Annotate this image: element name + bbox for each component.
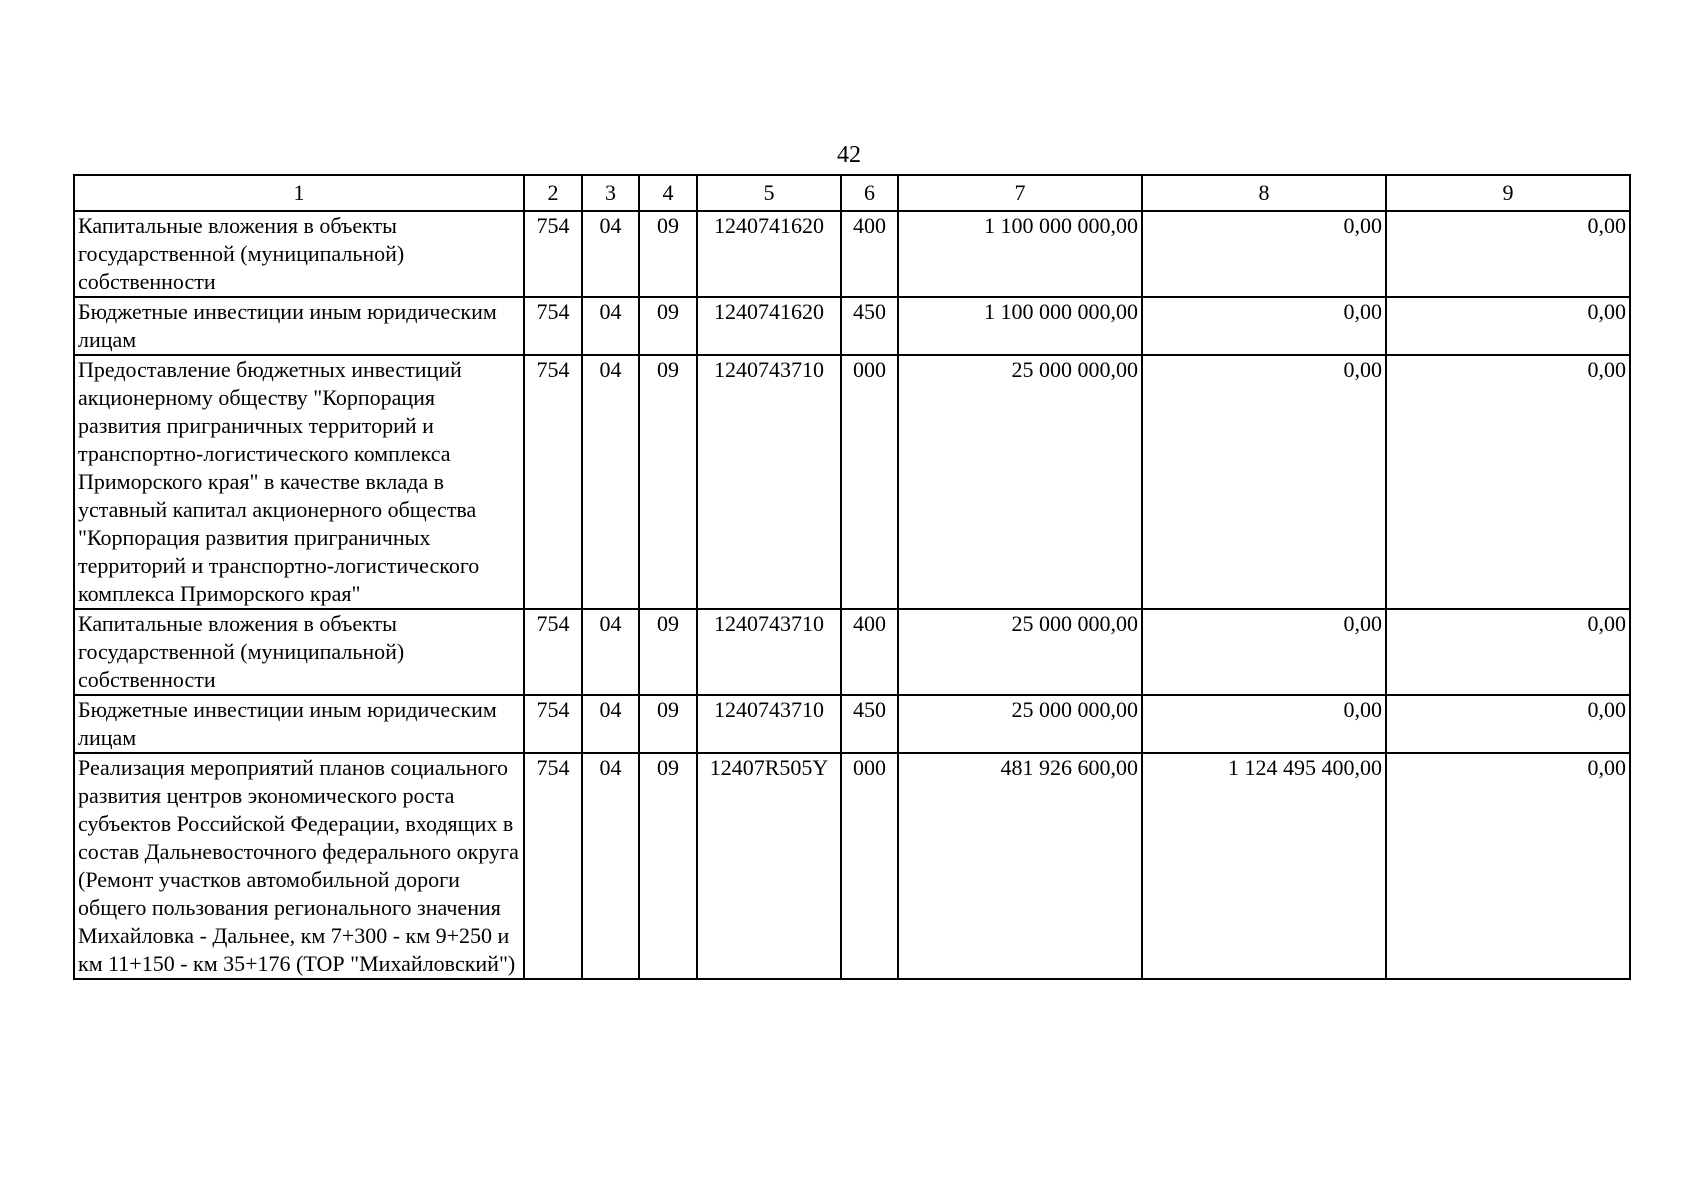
row-target-article: 1240743710 [697, 355, 841, 609]
table-row [74, 211, 1630, 297]
row-name: Бюджетные инвестиции иным юридическим лицам [74, 695, 524, 753]
row-amount-col9: 0,00 [1386, 695, 1630, 753]
table-header [74, 175, 1630, 211]
row-section-code: 04 [582, 355, 639, 609]
row-expense-type: 400 [841, 211, 898, 297]
header-col-4: 4 [639, 175, 697, 211]
header-col-8: 8 [1142, 175, 1386, 211]
row-ministry-code: 754 [524, 355, 582, 609]
header-col-5: 5 [697, 175, 841, 211]
row-subsection-code: 09 [639, 695, 697, 753]
row-name: Капитальные вложения в объекты государственной (муниципальной) собственности [74, 609, 524, 695]
row-section-code: 04 [582, 609, 639, 695]
row-subsection-code: 09 [639, 609, 697, 695]
row-ministry-code: 754 [524, 753, 582, 979]
header-row [74, 175, 1630, 211]
row-target-article: 1240743710 [697, 609, 841, 695]
header-col-1: 1 [74, 175, 524, 211]
row-amount-col9: 0,00 [1386, 355, 1630, 609]
row-ministry-code: 754 [524, 297, 582, 355]
row-subsection-code: 09 [639, 297, 697, 355]
row-amount-col8: 0,00 [1142, 609, 1386, 695]
row-section-code: 04 [582, 695, 639, 753]
table-row [74, 355, 1630, 609]
row-target-article: 1240743710 [697, 695, 841, 753]
row-ministry-code: 754 [524, 695, 582, 753]
row-amount-col7: 25 000 000,00 [898, 355, 1142, 609]
row-amount-col8: 0,00 [1142, 355, 1386, 609]
page-number [0, 141, 1698, 169]
table-body [74, 211, 1630, 979]
row-amount-col7: 25 000 000,00 [898, 609, 1142, 695]
header-col-9: 9 [1386, 175, 1630, 211]
row-amount-col8: 1 124 495 400,00 [1142, 753, 1386, 979]
row-subsection-code: 09 [639, 753, 697, 979]
row-name: Капитальные вложения в объекты государственной (муниципальной) собственности [74, 211, 524, 297]
row-amount-col7: 1 100 000 000,00 [898, 297, 1142, 355]
row-amount-col7: 481 926 600,00 [898, 753, 1142, 979]
row-ministry-code: 754 [524, 211, 582, 297]
header-col-6: 6 [841, 175, 898, 211]
row-amount-col9: 0,00 [1386, 753, 1630, 979]
row-amount-col7: 1 100 000 000,00 [898, 211, 1142, 297]
row-expense-type: 000 [841, 753, 898, 979]
row-target-article: 1240741620 [697, 297, 841, 355]
row-amount-col8: 0,00 [1142, 695, 1386, 753]
page-number-text: 42 [837, 142, 861, 168]
table-row [74, 753, 1630, 979]
row-section-code: 04 [582, 753, 639, 979]
header-col-7: 7 [898, 175, 1142, 211]
row-expense-type: 000 [841, 355, 898, 609]
row-amount-col8: 0,00 [1142, 297, 1386, 355]
row-ministry-code: 754 [524, 609, 582, 695]
row-expense-type: 450 [841, 297, 898, 355]
row-amount-col9: 0,00 [1386, 609, 1630, 695]
row-amount-col8: 0,00 [1142, 211, 1386, 297]
row-amount-col9: 0,00 [1386, 211, 1630, 297]
row-amount-col7: 25 000 000,00 [898, 695, 1142, 753]
row-target-article: 12407R505Y [697, 753, 841, 979]
row-target-article: 1240741620 [697, 211, 841, 297]
row-expense-type: 400 [841, 609, 898, 695]
row-section-code: 04 [582, 211, 639, 297]
row-amount-col9: 0,00 [1386, 297, 1630, 355]
row-name: Бюджетные инвестиции иным юридическим лицам [74, 297, 524, 355]
row-section-code: 04 [582, 297, 639, 355]
row-name: Предоставление бюджетных инвестиций акционерному обществу "Корпорация развития приграничных территорий и транспортно-логистического комплекса Приморского края" в качестве вклада в уставный капитал акционерного общества "Корпорация развития приграничных территорий и транспортно-логистического комплекса Приморского края" [74, 355, 524, 609]
row-subsection-code: 09 [639, 211, 697, 297]
header-col-3: 3 [582, 175, 639, 211]
table-row [74, 695, 1630, 753]
header-col-2: 2 [524, 175, 582, 211]
table-row [74, 609, 1630, 695]
row-subsection-code: 09 [639, 355, 697, 609]
table-row [74, 297, 1630, 355]
budget-table [73, 174, 1631, 980]
row-expense-type: 450 [841, 695, 898, 753]
row-name: Реализация мероприятий планов социального развития центров экономического роста субъектов Российской Федерации, входящих в состав Дальневосточного федерального округа (Ремонт участков автомобильной дороги общего пользования регионального значения Михайловка - Дальнее, км 7+300 - км 9+250 и км 11+150 - км 35+176 (ТОР "Михайловский") [74, 753, 524, 979]
